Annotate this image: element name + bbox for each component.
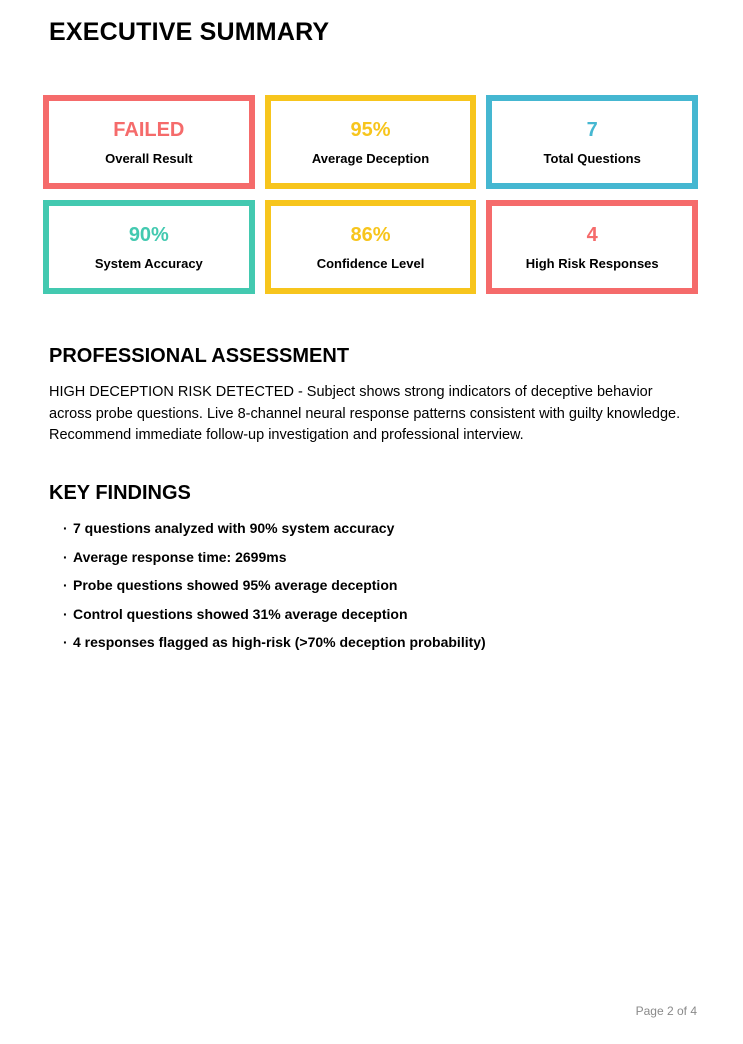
stat-value: FAILED [113,119,185,141]
key-finding-item [63,576,486,595]
bullet-icon: · [63,634,68,650]
key-finding-item [63,548,486,567]
stat-label: Overall Result [105,151,193,166]
stat-label: High Risk Responses [525,256,659,271]
key-finding-text: Average response time: 2699ms [73,548,287,565]
stat-value: 86% [350,224,391,246]
stat-card-high-risk-responses [486,200,698,294]
key-finding-text: 7 questions analyzed with 90% system accuracy [73,520,395,536]
stats-row-1 [43,95,698,189]
page-number: Page 2 of 4 [635,1004,697,1018]
stat-value: 90% [128,224,169,246]
page-title: EXECUTIVE SUMMARY [49,18,330,46]
bullet-icon: · [63,520,68,536]
key-finding-item [63,633,486,652]
stat-card-confidence-level [265,200,477,294]
stat-card-total-questions [486,95,698,189]
stat-label: Confidence Level [316,256,425,271]
stat-value: 95% [350,119,391,141]
bullet-icon: · [63,577,68,593]
stat-value: 4 [586,224,598,246]
stat-card-system-accuracy [43,200,255,294]
stats-row-2 [43,200,698,294]
key-finding-text: 4 responses flagged as high-risk (>70% deception probability) [73,634,486,650]
section-heading-professional-assessment: PROFESSIONAL ASSESSMENT [49,345,350,367]
stat-label: Average Deception [311,151,430,166]
stat-value: 7 [586,119,598,141]
stat-label: System Accuracy [94,256,203,271]
stat-label: Total Questions [543,151,641,166]
key-finding-item [63,605,486,624]
assessment-paragraph: HIGH DECEPTION RISK DETECTED - Subject shows strong indicators of deceptive behavior across probe questions. Live 8-channel neural response patterns consistent with guilty knowledge. Recommend immediate follow-up investigation and professional interview. [49,384,681,443]
stat-card-overall-result [43,95,255,189]
stats-grid [43,95,698,294]
bullet-icon: · [63,548,68,565]
bullet-icon: · [63,605,68,622]
key-finding-text: Probe questions showed 95% average deception [73,577,398,593]
key-finding-item [63,519,486,538]
key-finding-text: Control questions showed 31% average deception [73,605,408,622]
section-heading-key-findings: KEY FINDINGS [49,482,191,504]
key-findings-list [63,519,486,662]
stat-card-average-deception [265,95,477,189]
